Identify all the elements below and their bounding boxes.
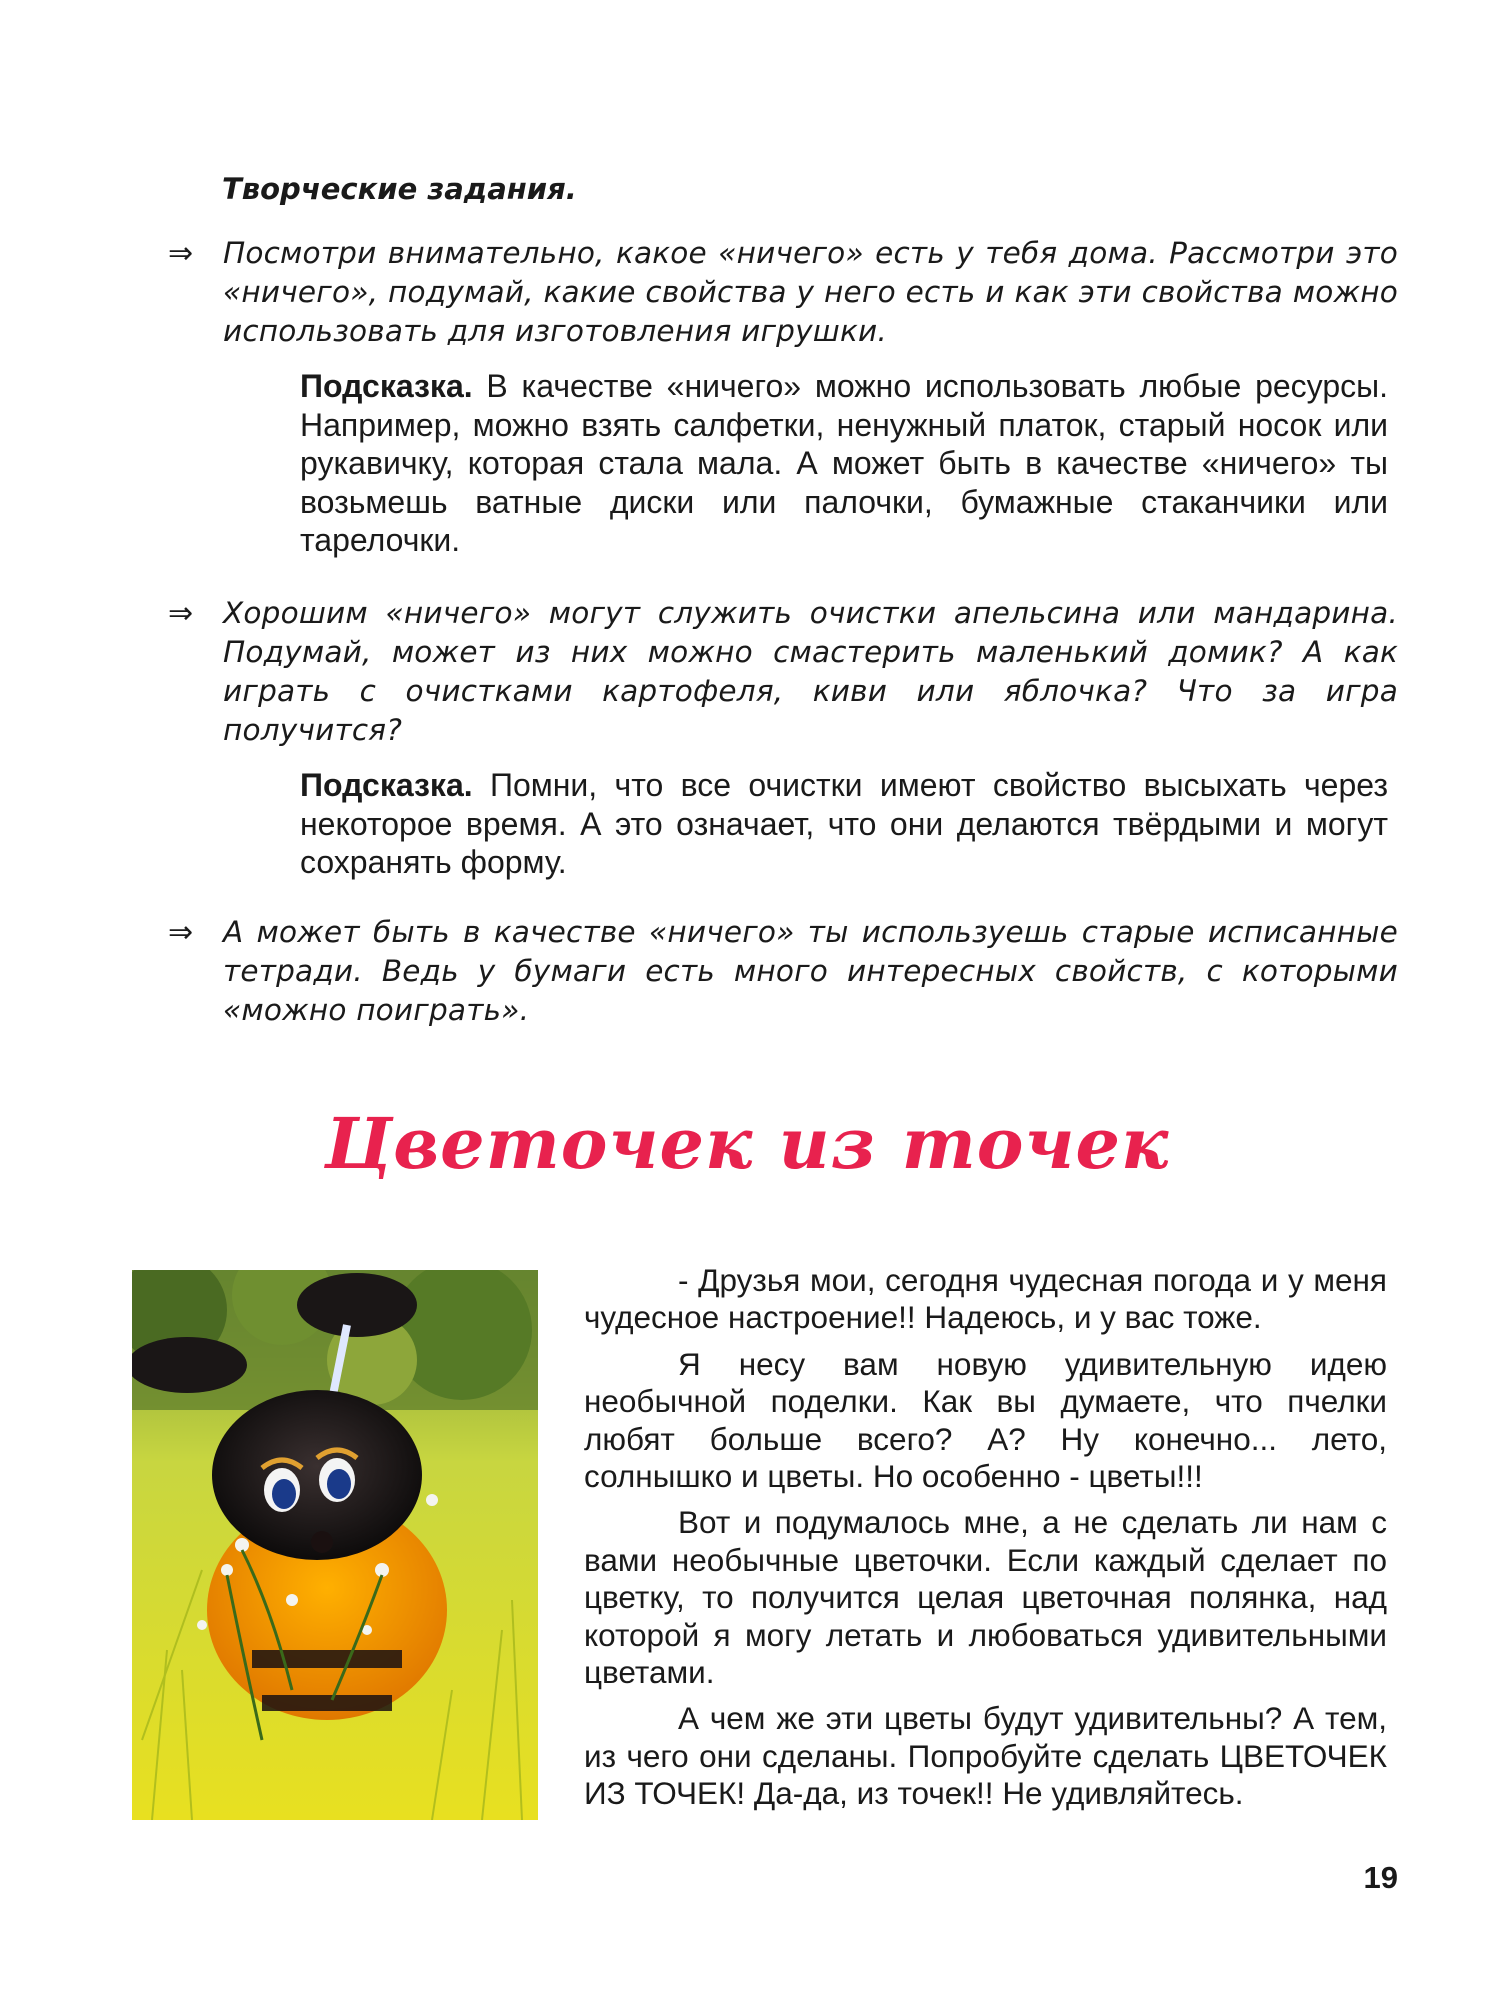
- task-text: Посмотри внимательно, какое «ничего» есть у тебя дома. Рассмотри это «ничего», подумай, какие свойства у него есть и как эти свойства можно использовать для изготовления игрушки.: [223, 236, 1398, 348]
- story-paragraph: Вот и подумалось мне, а не сделать ли нам с вами необычные цветочки. Если каждый сделает по цветку, то получится целая цветочная полянка, над которой я могу летать и любоваться удивительными цветами.: [584, 1504, 1387, 1691]
- page-number: 19: [1363, 1860, 1398, 1895]
- task-item: [168, 913, 1398, 1030]
- story-paragraph: А чем же эти цветы будут удивительны? А тем, из чего они сделаны. Попробуйте сделать ЦВЕТОЧЕК ИЗ ТОЧЕК! Да-да, из точек!! Не удивляйтесь.: [584, 1700, 1387, 1812]
- story-paragraph: Я несу вам новую удивительную идею необычной поделки. Как вы думаете, что пчелки любят больше всего? А? Ну конечно... лето, солнышко и цветы. Но особенно - цветы!!!: [584, 1345, 1387, 1495]
- story-paragraph: - Друзья мои, сегодня чудесная погода и у меня чудесное настроение!! Надеюсь, и у вас тоже.: [584, 1262, 1387, 1336]
- arrow-icon: ⇒: [168, 915, 194, 950]
- hint-label: Подсказка.: [300, 368, 473, 404]
- section-title: Цветочек из точек: [324, 1102, 1170, 1185]
- wing-right: [297, 1273, 417, 1337]
- arrow-icon: ⇒: [168, 596, 194, 631]
- hint-label: Подсказка.: [300, 767, 473, 803]
- creative-tasks-heading: Творческие задания.: [222, 172, 577, 206]
- arrow-icon: ⇒: [168, 236, 194, 271]
- task-text: Хорошим «ничего» могут служить очистки апельсина или мандарина. Подумай, может из них можно смастерить маленький домик? А как играть с очистками картофеля, киви или яблочка? Что за игра получится?: [223, 596, 1398, 747]
- hint-block: [300, 367, 1388, 560]
- task-item: [168, 234, 1398, 351]
- task-item: [168, 594, 1398, 750]
- wing-left: [132, 1337, 247, 1393]
- bee-toy-photo: [132, 1270, 538, 1820]
- hint-text: Помни, что все очистки имеют свойство высыхать через некоторое время. А это означает, что они делаются твёрдыми и могут сохранять форму.: [300, 767, 1388, 880]
- bee-nose: [311, 1531, 333, 1553]
- hint-block: [300, 766, 1388, 882]
- hint-text: В качестве «ничего» можно использовать любые ресурсы. Например, можно взять салфетки, ненужный платок, старый носок или рукавичку, которая стала мала. А может быть в качестве «ничего» ты возьмешь ватные диски или палочки, бумажные стаканчики или тарелочки.: [300, 368, 1388, 558]
- task-text: А может быть в качестве «ничего» ты используешь старые исписанные тетради. Ведь у бумаги есть много интересных свойств, с которыми «можно поиграть».: [223, 915, 1398, 1027]
- section-story: [584, 1262, 1387, 1822]
